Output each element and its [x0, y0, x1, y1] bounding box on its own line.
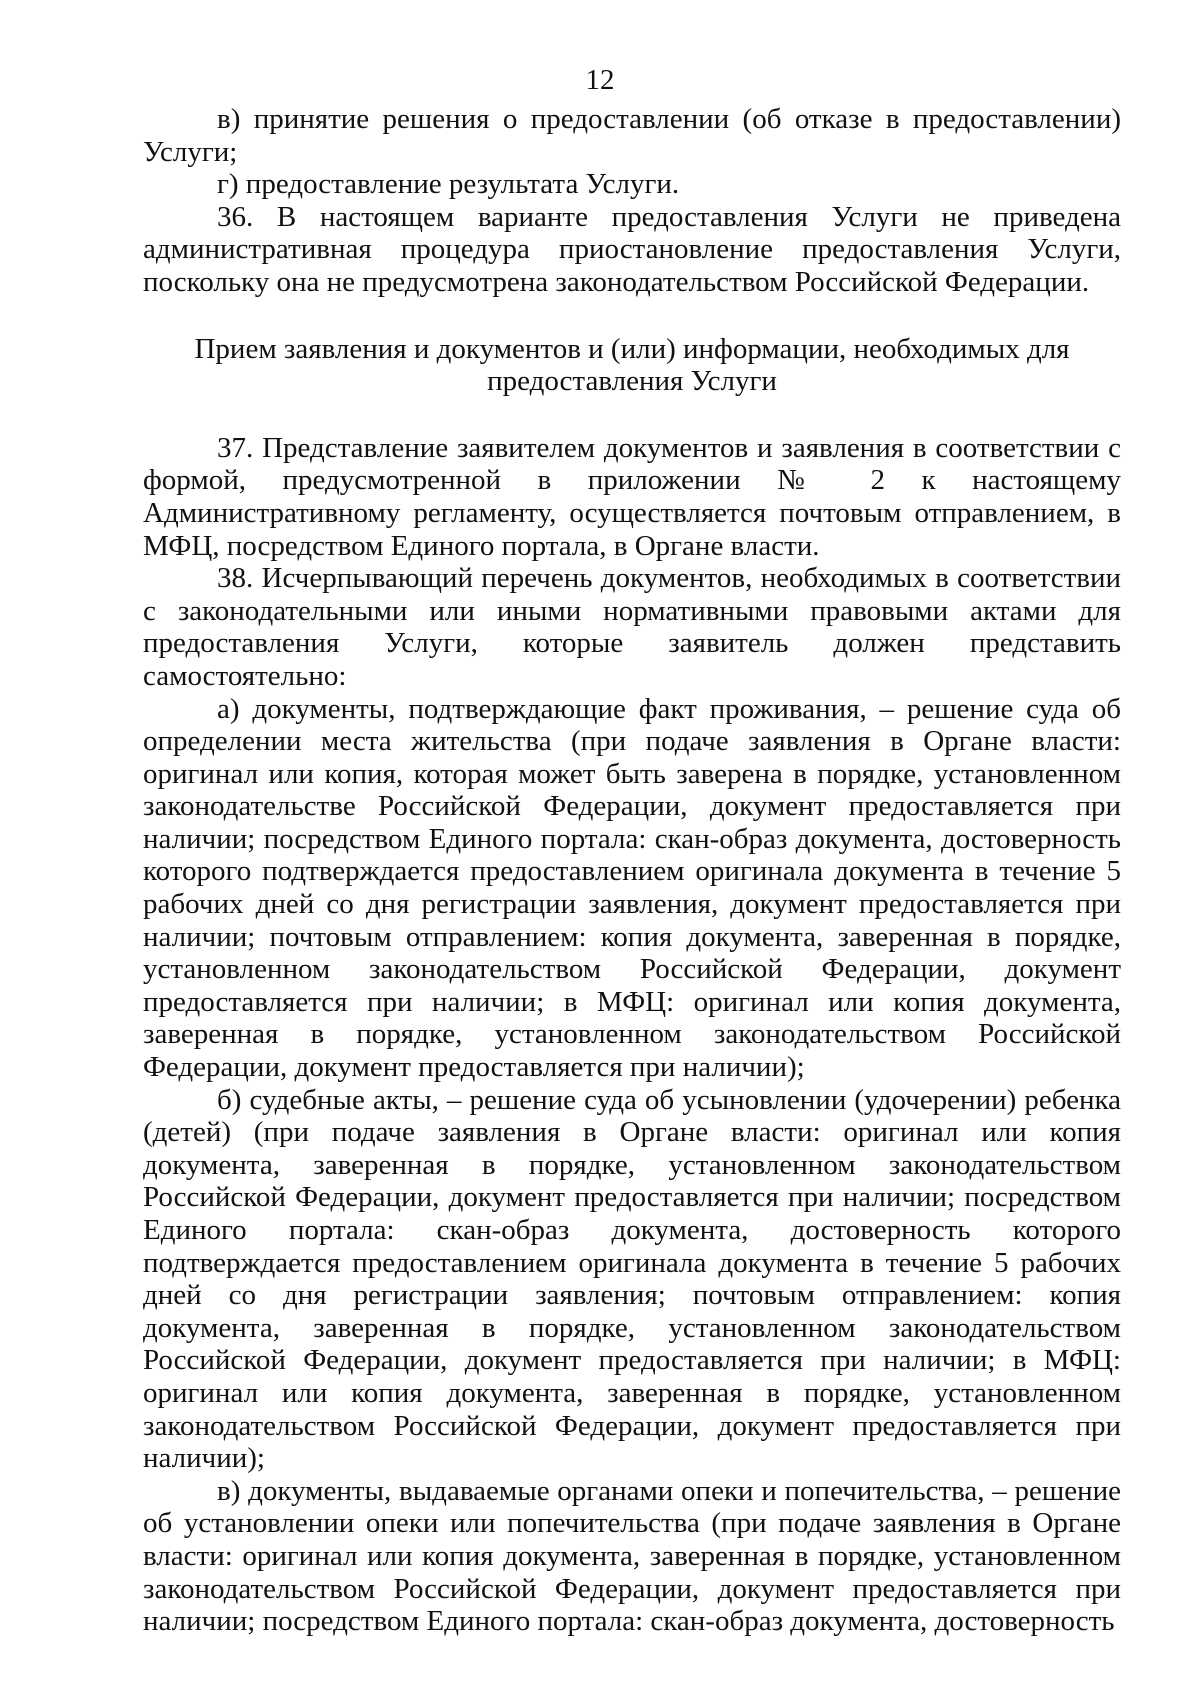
page-number: 12 [585, 64, 615, 96]
paragraph-37: 37. Представление заявителем документов и заявления в соответствии с формой, предусмотренной в приложении № 2 к настоящему Административному регламенту, осуществляется почтовым отправлением, в МФЦ, посредством Единого портала, в Органе власти. [143, 431, 1121, 562]
document-body [143, 103, 1121, 1638]
paragraph-item-g-result: г) предоставление результата Услуги. [217, 168, 680, 201]
section-heading: Прием заявления и документов и (или) информации, необходимых для предоставления Услуги [194, 332, 1070, 398]
paragraph-36: 36. В настоящем варианте предоставления Услуги не приведена административная процедура приостановление предоставления Услуги, поскольку она не предусмотрена законодательством Российской Федерации. [143, 200, 1121, 298]
paragraph-38: 38. Исчерпывающий перечень документов, необходимых в соответствии с законодательными или иными нормативными правовыми актами для предоставления Услуги, которые заявитель должен представить самостоятельно: [143, 562, 1121, 692]
paragraph-item-v-decision: в) принятие решения о предоставлении (об отказе в предоставлении) Услуги; [143, 103, 1121, 168]
paragraph-item-v-guardianship-documents: в) документы, выдаваемые органами опеки и попечительства, – решение об установлении опеки или попечительства (при подаче заявления в Органе власти: оригинал или копия документа, заверенная в порядке, установленном законодательством Российской Федерации, документ предоставляется при наличии; посредством Единого портала: скан-образ документа, достоверность [143, 1474, 1121, 1638]
paragraph-item-a-residence-documents: а) документы, подтверждающие факт проживания, – решение суда об определении места жительства (при подаче заявления в Органе власти: оригинал или копия, которая может быть заверена в порядке, установленном законодательстве Российской Федерации, документ предоставляется при наличии; посредством Единого портала: скан-образ документа, достоверность которого подтверждается предоставлением оригинала документа в течение 5 рабочих дней со дня регистрации заявления, документ предоставляется при наличии; почтовым отправлением: копия документа, заверенная в порядке, установленном законодательством Российской Федерации, документ предоставляется при наличии; в МФЦ: оригинал или копия документа, заверенная в порядке, установленном законодательством Российской Федерации, документ предоставляется при наличии); [143, 692, 1121, 1084]
paragraph-item-b-court-acts: б) судебные акты, – решение суда об усыновлении (удочерении) ребенка (детей) (при подаче заявления в Органе власти: оригинал или копия документа, заверенная в порядке, установленном законодательством Российской Федерации, документ предоставляется при наличии; посредством Единого портала: скан-образ документа, достоверность которого подтверждается предоставлением оригинала документа в течение 5 рабочих дней со дня регистрации заявления; почтовым отправлением: копия документа, заверенная в порядке, установленном законодательством Российской Федерации, документ предоставляется при наличии; в МФЦ: оригинал или копия документа, заверенная в порядке, установленном законодательством Российской Федерации, документ предоставляется при наличии); [143, 1083, 1121, 1475]
